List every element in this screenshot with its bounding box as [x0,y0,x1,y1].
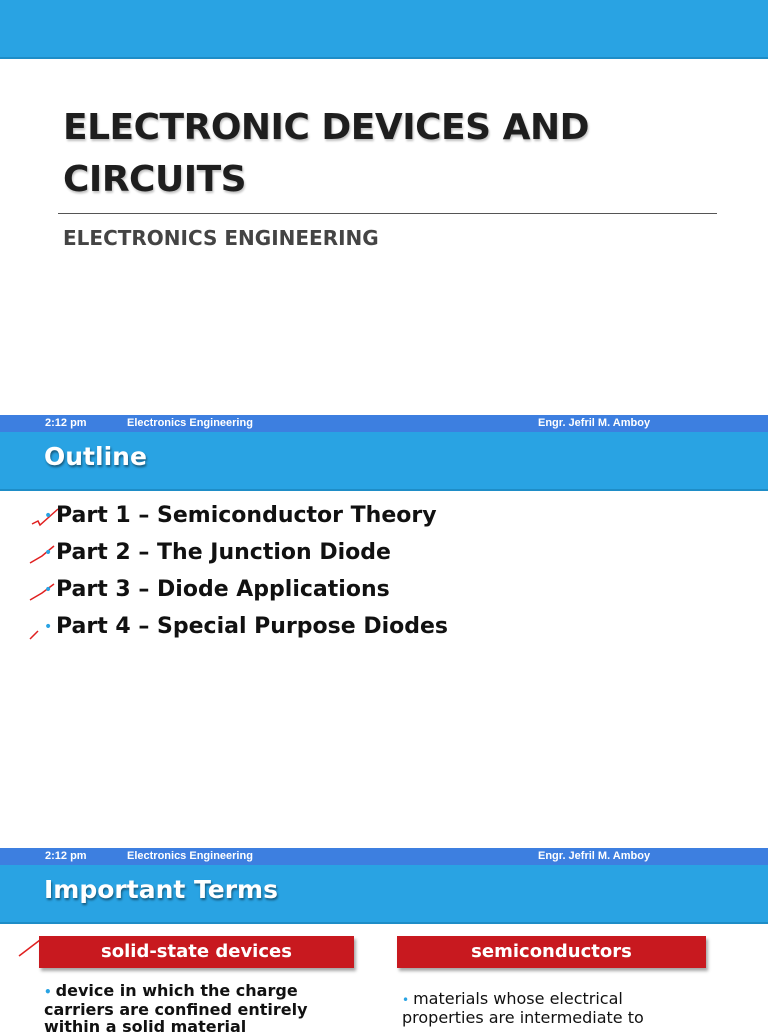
status-author: Engr. Jefril M. Amboy [538,417,651,429]
term-heading-solid-state: solid-state devices [39,936,354,968]
term-definition [402,990,702,1026]
status-author: Engr. Jefril M. Amboy [538,850,651,862]
slide-title [63,102,703,206]
list-item [0,577,768,614]
title-line-2: CIRCUITS [63,159,247,200]
bullet-icon: • [44,508,53,524]
outline-item-label: Part 4 – Special Purpose Diodes [56,614,449,639]
title-line-1: ELECTRONIC DEVICES AND [63,107,589,148]
list-item [0,503,768,540]
definition-text: device in which the charge carriers are confined entirely within a solid material [44,981,308,1036]
slide-subtitle: ELECTRONICS ENGINEERING [63,226,379,250]
outline-item-label: Part 1 – Semiconductor Theory [56,503,437,528]
divider [58,213,717,214]
outline-slide [0,415,768,848]
slide-title: Outline [44,442,147,471]
status-course: Electronics Engineering [127,417,253,429]
bullet-icon: • [44,582,53,598]
term-heading-semiconductors: semiconductors [397,936,706,968]
status-strip [0,848,768,865]
status-time: 2:12 pm [45,850,87,862]
status-strip [0,415,768,432]
title-slide [0,0,768,415]
list-item [0,540,768,577]
term-definition [44,982,354,1035]
bullet-icon: • [44,545,53,561]
bullet-icon: • [44,619,53,635]
top-bar [0,0,768,59]
status-time: 2:12 pm [45,417,87,429]
bullet-icon: • [44,985,52,999]
status-course: Electronics Engineering [127,850,253,862]
title-bar [0,432,768,491]
slide-title: Important Terms [44,875,278,904]
outline-list [0,503,768,651]
definition-text: materials whose electrical properties are intermediate to [402,989,644,1027]
outline-item-label: Part 3 – Diode Applications [56,577,390,602]
bullet-icon: • [402,993,410,1007]
title-bar [0,865,768,924]
terms-slide [0,848,768,1036]
outline-item-label: Part 2 – The Junction Diode [56,540,391,565]
list-item [0,614,768,651]
